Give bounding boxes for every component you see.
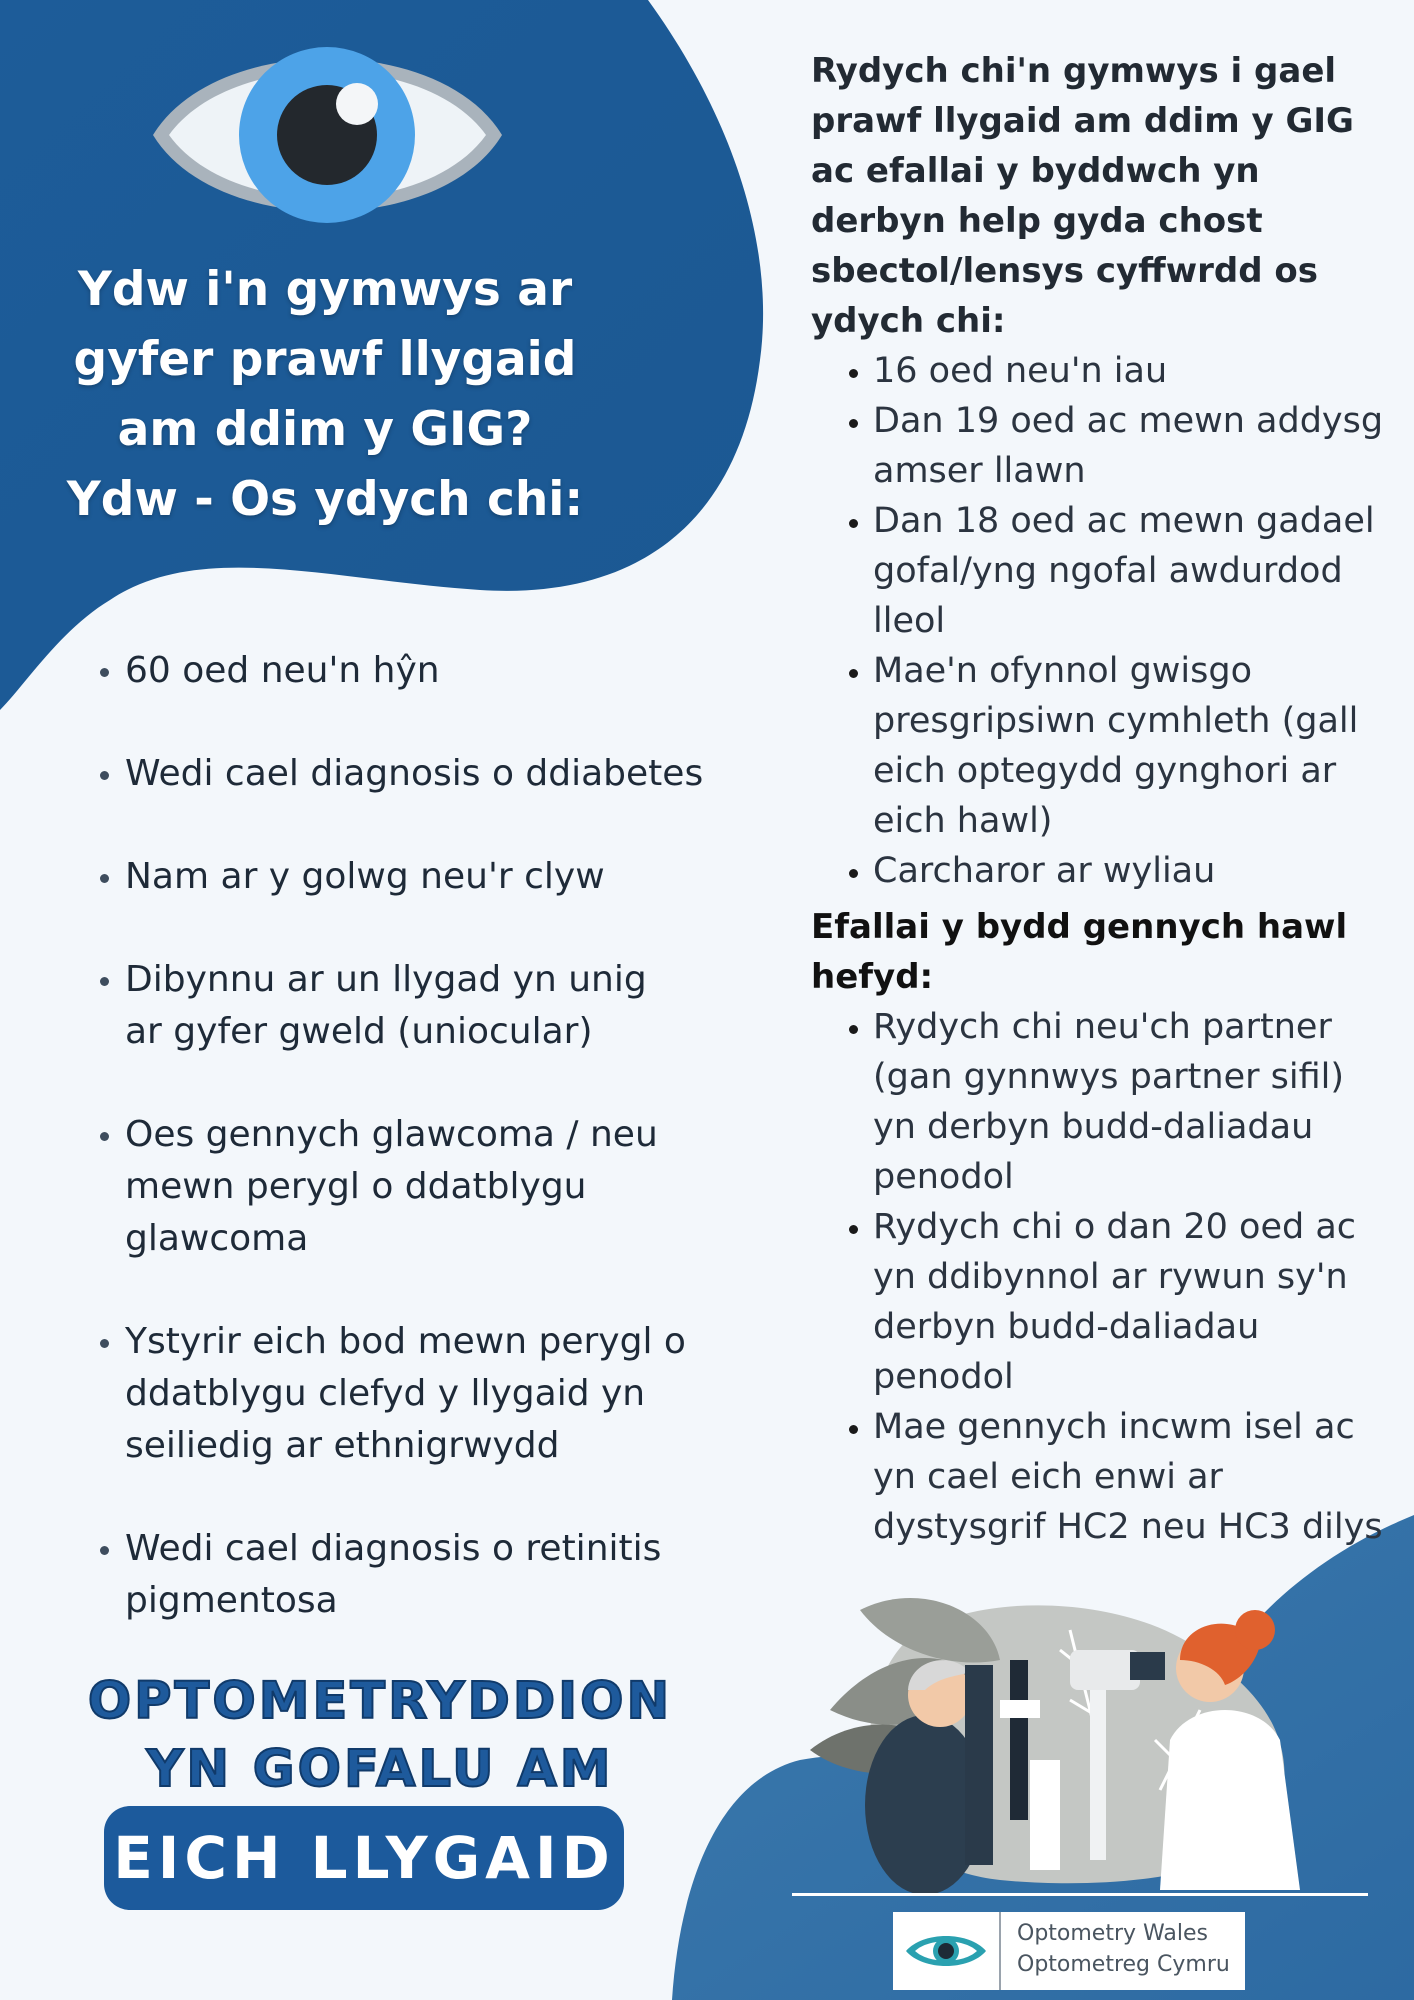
entitlement-list	[811, 1002, 1391, 1552]
list-item: • Nam ar y golwg neu'r clyw	[125, 851, 775, 903]
optometry-wales-logo-eye-icon	[893, 1912, 1001, 1990]
list-item: • Wedi cael diagnosis o ddiabetes	[125, 748, 775, 800]
list-item: • Ystyrir eich bod mewn perygl o ddatblygu clefyd y llygaid yn seiliedig ar ethnigrwydd	[125, 1316, 715, 1472]
list-item: • Oes gennych glawcoma / neu mewn perygl o ddatblygu glawcoma	[125, 1109, 685, 1265]
title-line-4: Ydw - Os ydych chi:	[66, 472, 584, 527]
logo-text-english: Optometry Wales	[1017, 1921, 1208, 1946]
list-item: • 16 oed neu'n iau	[873, 346, 1391, 396]
right-heading: Rydych chi'n gymwys i gael prawf llygaid am ddim y GIG ac efallai y byddwch yn derbyn help gyda chost sbectol/lensys cyffwrdd os ydych chi:	[811, 51, 1354, 341]
divider-line	[792, 1893, 1368, 1896]
right-subheading: Efallai y bydd gennych hawl hefyd:	[811, 907, 1348, 997]
logo-text-welsh: Optometreg Cymru	[1017, 1952, 1230, 1977]
list-item: • Dan 19 oed ac mewn addysg amser llawn	[873, 396, 1391, 496]
title-line-1: Ydw i'n gymwys ar	[77, 262, 573, 317]
brand-pill: EICH LLYGAID	[104, 1806, 624, 1910]
list-item: • Mae gennych incwm isel ac yn cael eich enwi ar dystysgrif HC2 neu HC3 dilys	[873, 1402, 1391, 1552]
optometry-wales-logo	[893, 1912, 1245, 1990]
list-item: • Dan 18 oed ac mewn gadael gofal/yng ngofal awdurdod lleol	[873, 496, 1391, 646]
page-title	[40, 255, 610, 535]
list-item: • Rydych chi neu'ch partner (gan gynnwys partner sifil) yn derbyn budd-daliadau penodol	[873, 1002, 1391, 1202]
title-line-3: am ddim y GIG?	[117, 402, 533, 457]
eye-icon	[145, 18, 510, 253]
list-item: • Rydych chi o dan 20 oed ac yn ddibynnol ar rywun sy'n derbyn budd-daliadau penodol	[873, 1202, 1391, 1402]
brand-line-2: YN GOFALU AM	[146, 1740, 614, 1799]
list-item: • Dibynnu ar un llygad yn unig ar gyfer gweld (uniocular)	[125, 954, 685, 1058]
list-item: • Carcharor ar wyliau	[873, 846, 1391, 896]
list-item: • Mae'n ofynnol gwisgo presgripsiwn cymhleth (gall eich optegydd gynghori ar eich hawl)	[873, 646, 1391, 846]
brand-line-1: OPTOMETRYDDION	[87, 1672, 673, 1731]
list-item: • 60 oed neu'n hŷn	[125, 645, 775, 697]
optician-illustration	[800, 1590, 1360, 1900]
list-item: • Wedi cael diagnosis o retinitis pigmentosa	[125, 1523, 685, 1627]
eligibility-list	[70, 645, 775, 1678]
title-line-2: gyfer prawf llygaid	[73, 332, 577, 387]
free-test-list	[811, 346, 1391, 896]
right-column	[811, 46, 1391, 1552]
